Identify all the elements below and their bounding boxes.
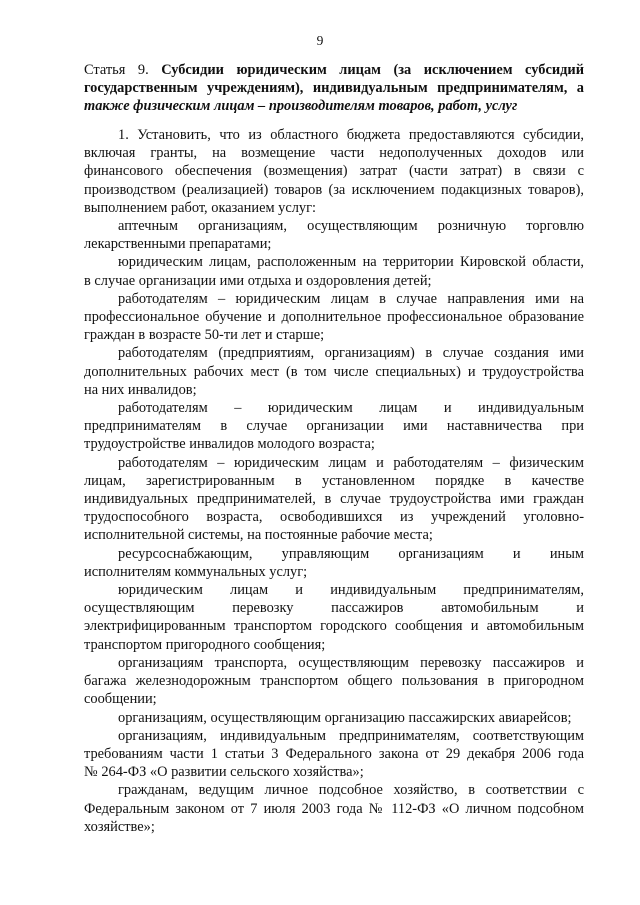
paragraph — [84, 727, 584, 782]
text-line: включая гранты, на возмещение части недополученных доходов или — [84, 145, 584, 162]
paragraph — [84, 253, 584, 289]
text-line: работодателям – юридическим лицам и работодателям – физическим — [118, 454, 584, 471]
text-line: трудоспособного возраста, освободившихся из учреждений уголовно- — [84, 509, 584, 526]
text-line: сообщении; — [84, 691, 157, 708]
text-line: трудоустройстве инвалидов молодого возраста; — [84, 436, 375, 453]
text-line: на них инвалидов; — [84, 381, 197, 398]
paragraph — [84, 126, 584, 217]
paragraph — [84, 399, 584, 454]
text-line: ресурсоснабжающим, управляющим организациям и иным — [118, 545, 584, 562]
article-title-part-1: Субсидии юридическим лицам (за исключением субсидий — [161, 62, 584, 78]
text-line: профессиональное обучение и дополнительное профессиональное образование — [84, 309, 584, 326]
text-line: исполнительной системы, на постоянные рабочие места; — [84, 527, 433, 544]
text-line: юридическим лицам, расположенным на территории Кировской области, — [118, 254, 584, 271]
text-line: в случае организации ими отдыха и оздоровления детей; — [84, 272, 432, 289]
paragraph — [84, 344, 584, 399]
text-line: электрифицированным транспортом городского сообщения и автомобильным — [84, 618, 584, 635]
text-line: производством (реализацией) товаров (за исключением подакцизных товаров), — [84, 181, 584, 198]
text-line: предпринимателям в случае организации ими наставничества при — [84, 418, 584, 435]
heading-line-2: государственным учреждениям), индивидуальным предпринимателям, а — [84, 80, 584, 96]
paragraph — [84, 545, 584, 581]
article-heading — [84, 61, 584, 115]
article-label: Статья 9. — [84, 62, 149, 78]
text-line: лицам, зарегистрированным в установленном порядке в качестве — [84, 472, 584, 489]
paragraph — [84, 581, 584, 654]
text-line: организациям, осуществляющим организацию пассажирских авиарейсов; — [118, 709, 572, 726]
heading-line-3: также физическим лицам – производителям товаров, работ, услуг — [84, 98, 518, 114]
text-line: индивидуальных предпринимателей, в случае трудоустройства ими граждан — [84, 491, 584, 508]
text-line: работодателям (предприятиям, организациям) в случае создания ими — [118, 345, 584, 362]
paragraph — [84, 217, 584, 253]
text-line: исполнителям коммунальных услуг; — [84, 563, 308, 580]
text-line: осуществляющим перевозку пассажиров автомобильным и — [84, 600, 584, 617]
text-line: выполнением работ, оказанием услуг: — [84, 199, 317, 216]
text-line: багажа железнодорожным транспортом общего пользования в пригородном — [84, 673, 584, 690]
text-line: 1. Установить, что из областного бюджета предоставляются субсидии, — [118, 127, 584, 143]
text-line: работодателям – юридическим лицам и индивидуальным — [118, 400, 584, 417]
page-number: 9 — [316, 33, 324, 48]
text-line: организациям, индивидуальным предпринимателям, соответствующим — [118, 727, 584, 744]
text-line: дополнительных рабочих мест (в том числе специальных) и трудоустройства — [84, 363, 584, 380]
paragraph — [84, 654, 584, 709]
article-body — [84, 126, 584, 836]
text-line: юридическим лицам и индивидуальным предпринимателям, — [118, 582, 584, 599]
text-line: лекарственными препаратами; — [84, 236, 272, 253]
text-line: требованиям части 1 статьи 3 Федерального закона от 29 декабря 2006 года — [84, 745, 584, 762]
text-line: Федеральным законом от 7 июля 2003 года № 112-ФЗ «О личном подсобном — [84, 800, 584, 817]
text-line: № 264-ФЗ «О развитии сельского хозяйства»; — [84, 764, 364, 781]
text-line: работодателям – юридическим лицам в случае направления ими на — [118, 290, 584, 307]
paragraph — [84, 781, 584, 836]
text-line: хозяйстве»; — [84, 818, 155, 835]
text-line: аптечным организациям, осуществляющим розничную торговлю — [118, 218, 584, 235]
text-line: гражданам, ведущим личное подсобное хозяйство, в соответствии с — [118, 782, 584, 799]
heading-line-1 — [84, 61, 584, 79]
text-line: финансового обеспечения (возмещения) затрат (части затрат) в связи с — [84, 163, 584, 180]
text-line: транспортом пригородного сообщения; — [84, 636, 326, 653]
paragraph — [84, 454, 584, 545]
paragraph — [84, 709, 584, 727]
text-line: организациям транспорта, осуществляющим перевозку пассажиров и — [118, 654, 584, 671]
paragraph — [84, 290, 584, 345]
text-line: граждан в возрасте 50-ти лет и старше; — [84, 327, 325, 344]
